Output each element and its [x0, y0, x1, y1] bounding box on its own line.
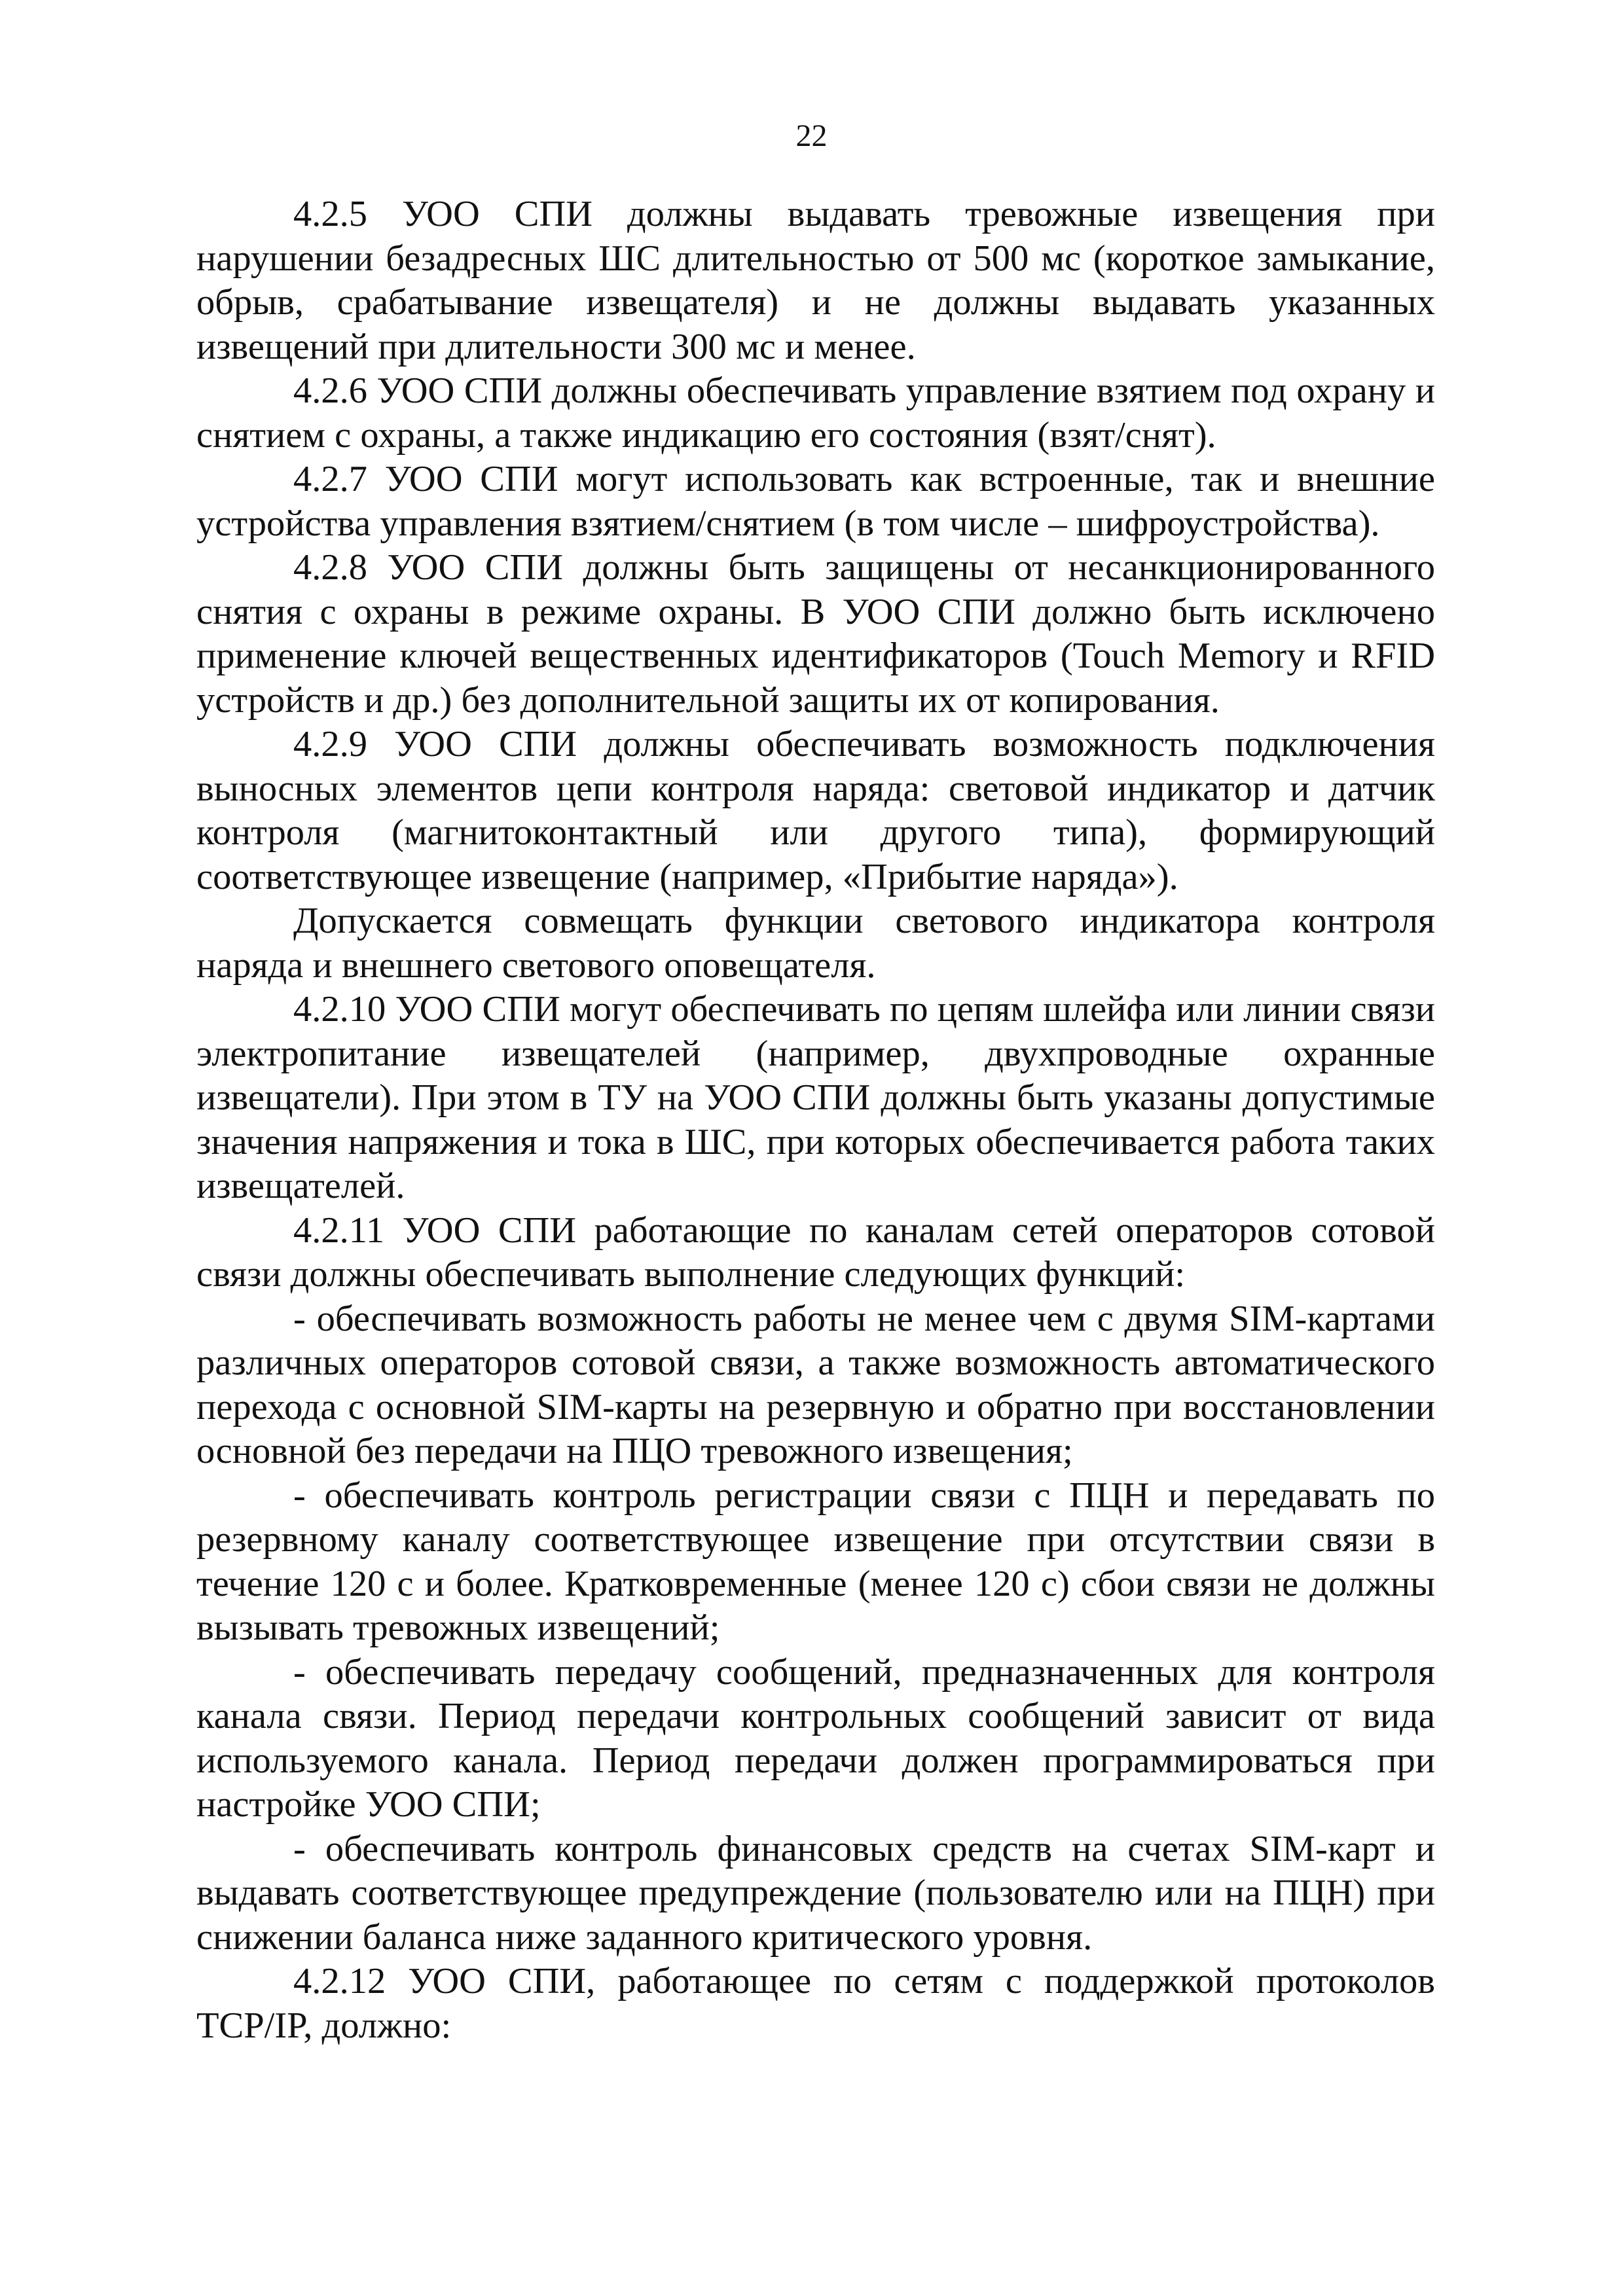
- list-item-control-messages: - обеспечивать передачу сообщений, предназначенных для контроля канала связи. Период передачи контрольных сообщений зависит от вида используемого канала. Период передачи должен программироваться при настройке УОО СПИ;: [196, 1651, 1435, 1825]
- list-item-registration-control: - обеспечивать контроль регистрации связи с ПЦН и передавать по резервному каналу соответствующее извещение при отсутствии связи в течение 120 с и более. Кратковременные (менее 120 с) сбои связи не должны вызывать тревожных извещений;: [196, 1475, 1435, 1648]
- paragraph-4-2-9-note: Допускается совмещать функции светового индикатора контроля наряда и внешнего светового оповещателя.: [196, 901, 1435, 986]
- document-body: [196, 192, 1435, 2048]
- paragraph-4-2-9: 4.2.9 УОО СПИ должны обеспечивать возможность подключения выносных элементов цепи контроля наряда: световой индикатор и датчик контроля (магнитоконтактный или другого типа), формирующий соответствующее извещение (например, «Прибытие наряда»).: [196, 724, 1435, 897]
- page-number: 22: [795, 118, 828, 153]
- paragraph-4-2-5: 4.2.5 УОО СПИ должны выдавать тревожные извещения при нарушении безадресных ШС длительностью от 500 мс (короткое замыкание, обрыв, срабатывание извещателя) и не должны выдавать указанных извещений при длительности 300 мс и менее.: [196, 194, 1435, 367]
- paragraph-4-2-7: 4.2.7 УОО СПИ могут использовать как встроенные, так и внешние устройства управления взятием/снятием (в том числе – шифроустройства).: [196, 459, 1435, 544]
- paragraph-4-2-6: 4.2.6 УОО СПИ должны обеспечивать управление взятием под охрану и снятием с охраны, а также индикацию его состояния (взят/снят).: [196, 370, 1435, 456]
- paragraph-4-2-11: 4.2.11 УОО СПИ работающие по каналам сетей операторов сотовой связи должны обеспечивать выполнение следующих функций:: [196, 1210, 1435, 1295]
- list-item-balance-control: - обеспечивать контроль финансовых средств на счетах SIM-карт и выдавать соответствующее предупреждение (пользователю или на ПЦН) при снижении баланса ниже заданного критического уровня.: [196, 1828, 1435, 1958]
- paragraph-4-2-8: 4.2.8 УОО СПИ должны быть защищены от несанкционированного снятия с охраны в режиме охраны. В УОО СПИ должно быть исключено применение ключей вещественных идентификаторов (Touch Memory и RFID устройств и др.) без дополнительной защиты их от копирования.: [196, 547, 1435, 721]
- list-item-sim-cards: - обеспечивать возможность работы не менее чем с двумя SIM-картами различных операторов сотовой связи, а также возможность автоматического перехода с основной SIM-карты на резервную и обратно при восстановлении основной без передачи на ПЦО тревожного извещения;: [196, 1298, 1435, 1471]
- paragraph-4-2-10: 4.2.10 УОО СПИ могут обеспечивать по цепям шлейфа или линии связи электропитание извещателей (например, двухпроводные охранные извещатели). При этом в ТУ на УОО СПИ должны быть указаны допустимые значения напряжения и тока в ШС, при которых обеспечивается работа таких извещателей.: [196, 989, 1435, 1206]
- paragraph-4-2-12: 4.2.12 УОО СПИ, работающее по сетям с поддержкой протоколов TCP/IP, должно:: [196, 1961, 1435, 2046]
